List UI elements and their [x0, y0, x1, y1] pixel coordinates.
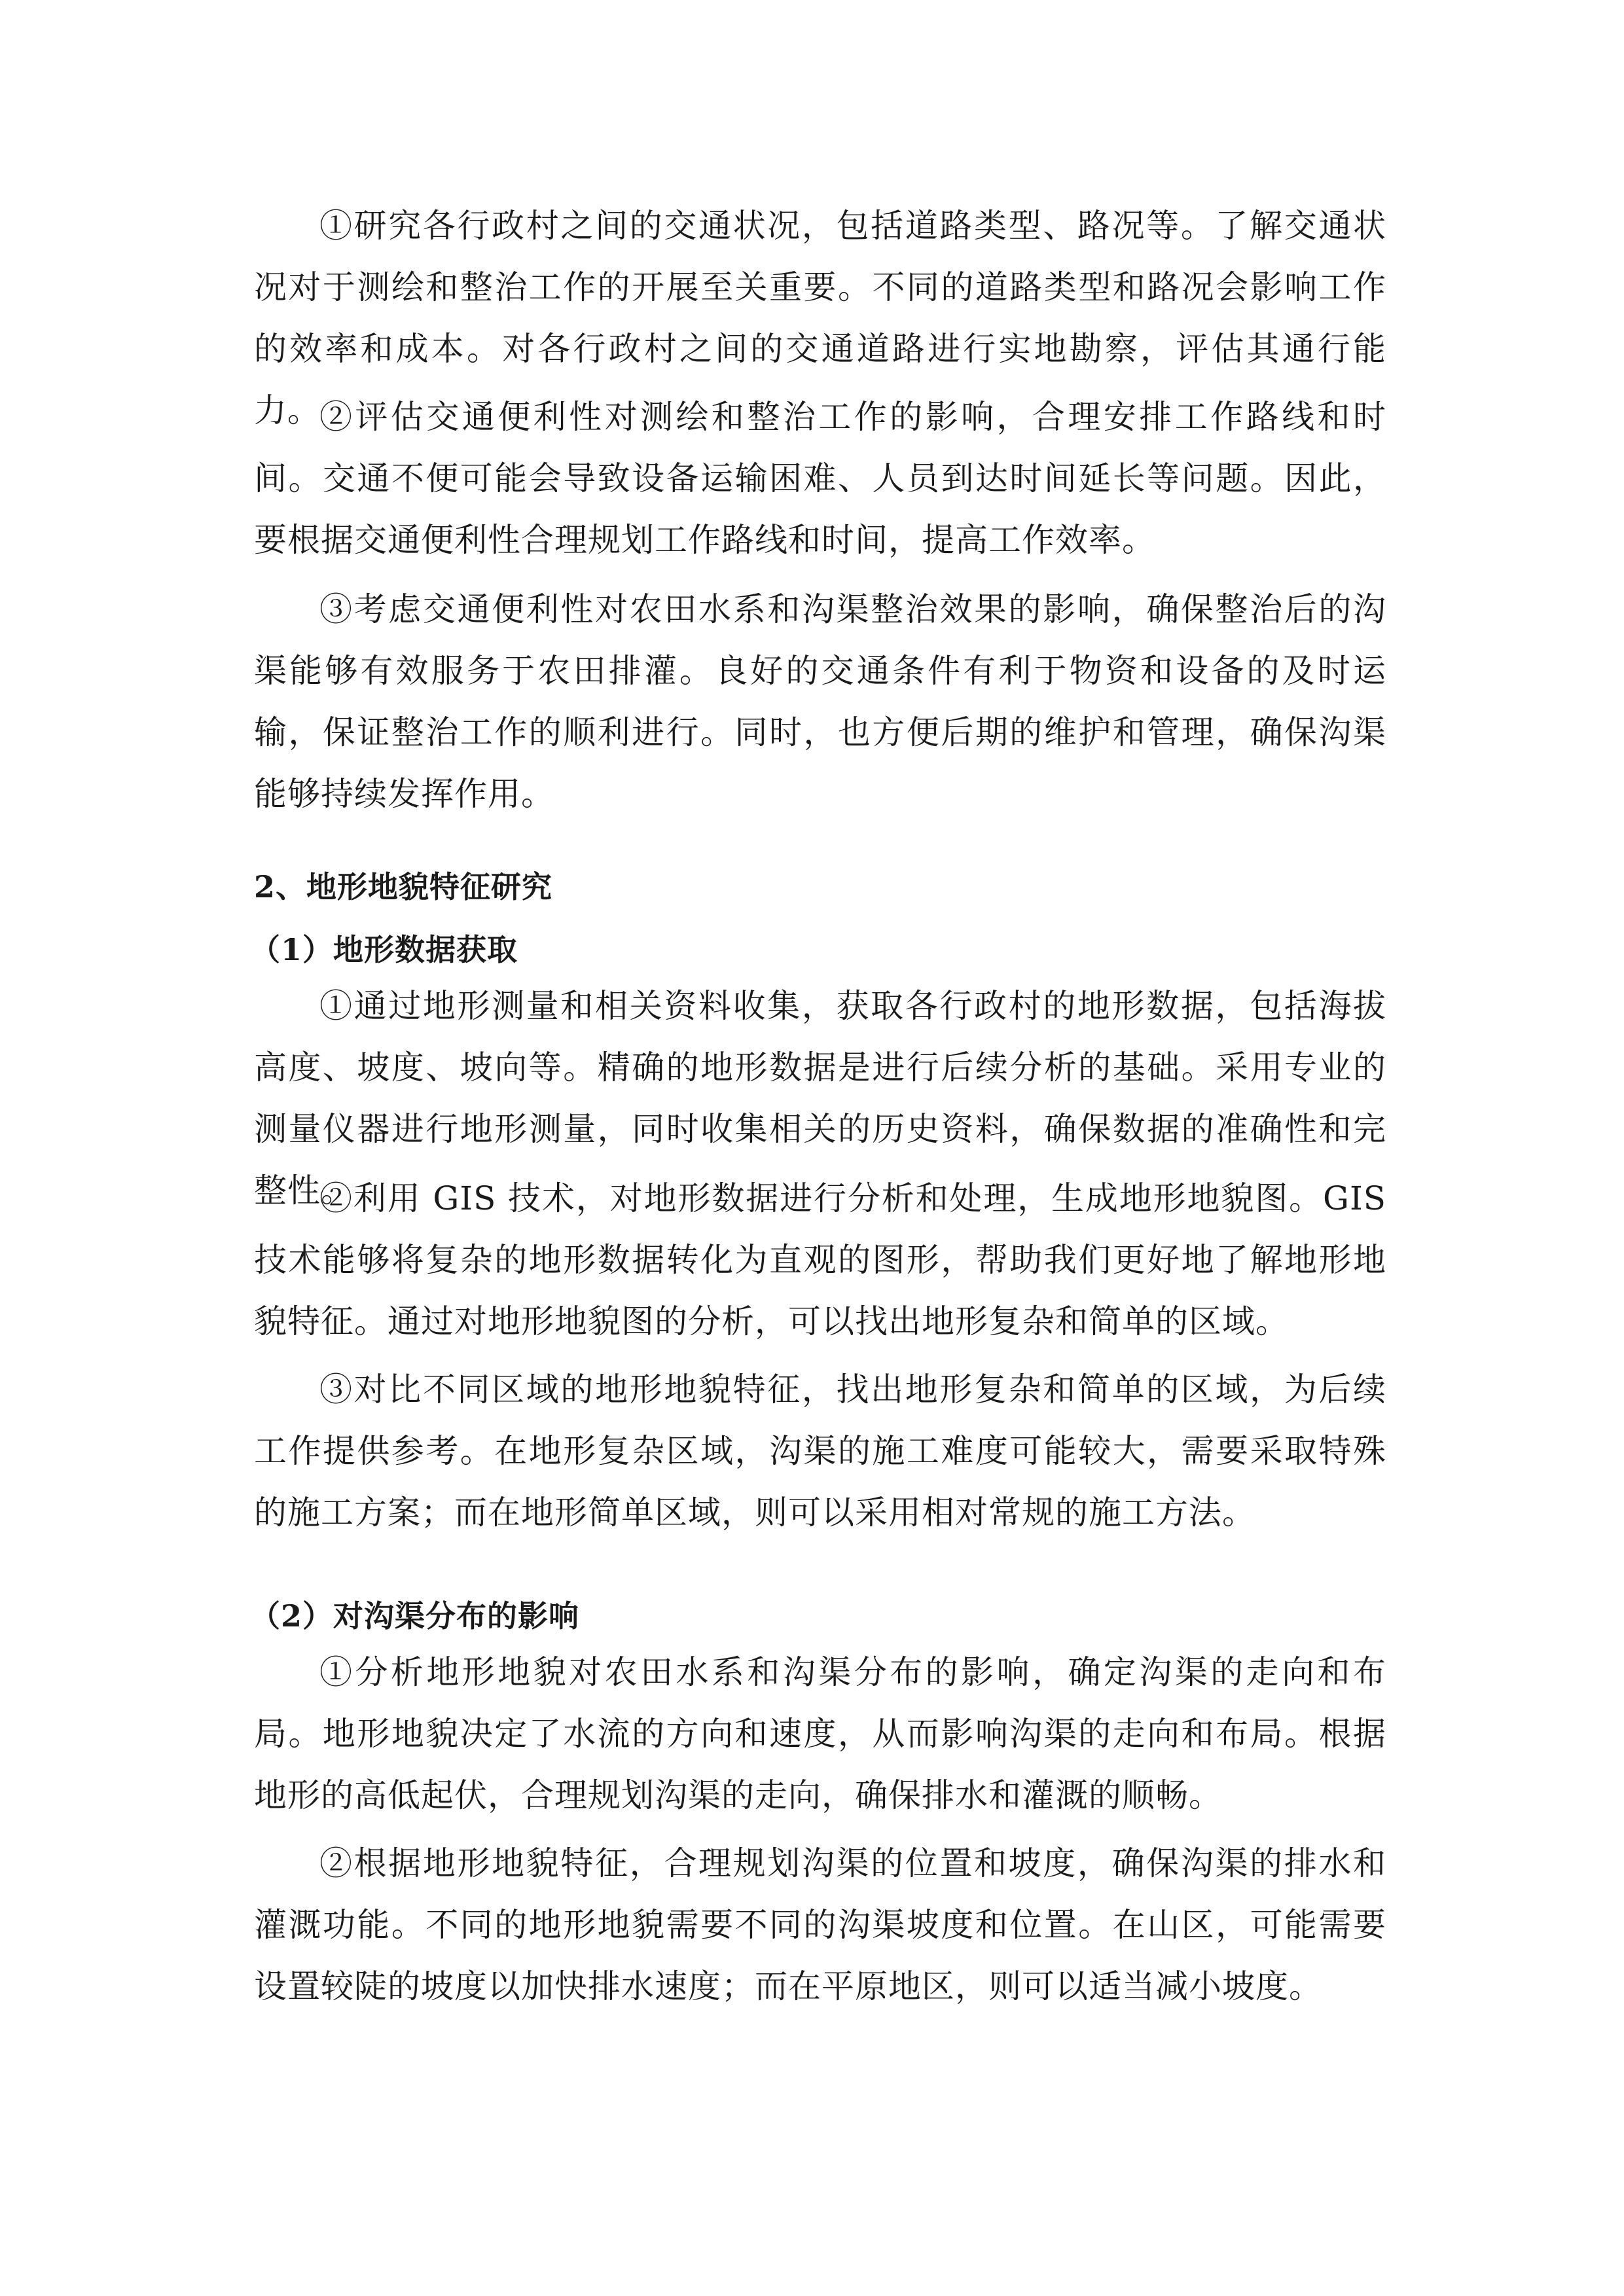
- section-heading-terrain: 2、地形地貌特征研究: [254, 869, 553, 905]
- document-page: [250, 0, 1386, 2296]
- paragraph-traffic-impact: ②评估交通便利性对测绘和整治工作的影响，合理安排工作路线和时间。交通不便可能会导致设备运输困难、人员到达时间延长等问题。因此，要根据交通便利性合理规划工作路线和时间，提高工作效率。: [254, 398, 1386, 559]
- subsection-heading-terrain-data: （1）地形数据获取: [250, 932, 518, 967]
- paragraph-terrain-survey: ①通过地形测量和相关资料收集，获取各行政村的地形数据，包括海拔高度、坡度、坡向等。精确的地形数据是进行后续分析的基础。采用专业的测量仪器进行地形测量，同时收集相关的历史资料，确保数据的准确性和完整性。: [254, 987, 1386, 1210]
- subsection-heading-ditch-distribution: （2）对沟渠分布的影响: [250, 1598, 580, 1634]
- paragraph-ditch-slope: ②根据地形地貌特征，合理规划沟渠的位置和坡度，确保沟渠的排水和灌溉功能。不同的地形地貌需要不同的沟渠坡度和位置。在山区，可能需要设置较陡的坡度以加快排水速度；而在平原地区，则可以适当减小坡度。: [254, 1844, 1386, 2005]
- paragraph-traffic-effect: ③考虑交通便利性对农田水系和沟渠整治效果的影响，确保整治后的沟渠能够有效服务于农田排灌。良好的交通条件有利于物资和设备的及时运输，保证整治工作的顺利进行。同时，也方便后期的维护和管理，确保沟渠能够持续发挥作用。: [254, 590, 1386, 813]
- paragraph-gis-analysis: ②利用 GIS 技术，对地形数据进行分析和处理，生成地形地貌图。GIS 技术能够将复杂的地形数据转化为直观的图形，帮助我们更好地了解地形地貌特征。通过对地形地貌图的分析，可以找出地形复杂和简单的区域。: [254, 1179, 1386, 1340]
- paragraph-terrain-comparison: ③对比不同区域的地形地貌特征，找出地形复杂和简单的区域，为后续工作提供参考。在地形复杂区域，沟渠的施工难度可能较大，需要采取特殊的施工方案；而在地形简单区域，则可以采用相对常规的施工方法。: [254, 1371, 1386, 1532]
- paragraph-ditch-layout: ①分析地形地貌对农田水系和沟渠分布的影响，确定沟渠的走向和布局。地形地貌决定了水流的方向和速度，从而影响沟渠的走向和布局。根据地形的高低起伏，合理规划沟渠的走向，确保排水和灌溉的顺畅。: [254, 1653, 1386, 1814]
- paragraph-traffic-conditions: ①研究各行政村之间的交通状况，包括道路类型、路况等。了解交通状况对于测绘和整治工作的开展至关重要。不同的道路类型和路况会影响工作的效率和成本。对各行政村之间的交通道路进行实地勘察，评估其通行能力。: [254, 207, 1386, 429]
